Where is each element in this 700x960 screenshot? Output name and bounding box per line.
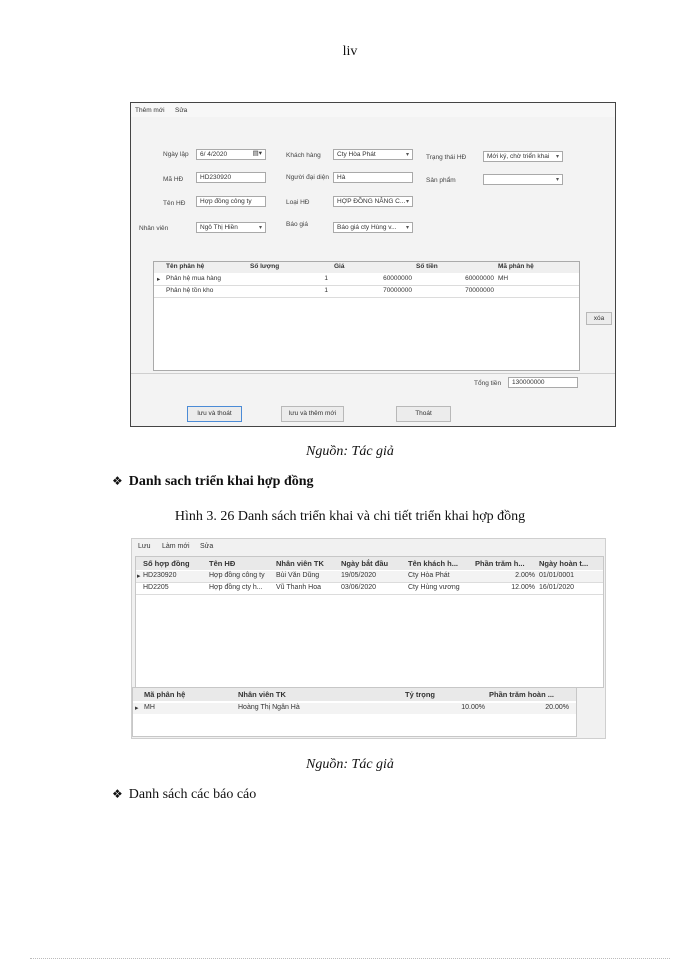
label-loai-hd: Loại HĐ — [286, 199, 310, 206]
cell[interactable]: Vũ Thanh Hoa — [276, 584, 322, 591]
table-header — [136, 557, 603, 570]
label-ngay-lap: Ngày lập — [163, 151, 189, 158]
col-phan-tram[interactable]: Phần trăm h... — [475, 559, 525, 568]
cell[interactable]: Hoàng Thị Ngân Hà — [238, 704, 300, 711]
quotation-select[interactable]: Báo giá cty Hùng v... ▾ — [333, 222, 413, 233]
cell[interactable]: 60000000 — [383, 275, 412, 282]
label-san-pham: Sản phẩm — [426, 177, 456, 184]
cell[interactable]: 01/01/0001 — [539, 572, 575, 579]
grid-divider — [154, 297, 579, 298]
label-tong-tien: Tổng tiền — [474, 380, 502, 387]
col-ngay-bat-dau[interactable]: Ngày bắt đầu — [341, 559, 389, 568]
col-so-tien[interactable]: Số tiền — [416, 263, 438, 270]
cell[interactable]: 2.00% — [515, 572, 535, 579]
label-khach-hang: Khách hàng — [286, 152, 321, 159]
label-trang-thai: Trạng thái HĐ — [426, 154, 467, 161]
col-nhan-vien-tk[interactable]: Nhân viên TK — [238, 690, 286, 699]
cell[interactable]: 1 — [324, 287, 328, 294]
page-number: liv — [342, 44, 358, 59]
total-input[interactable]: 130000000 — [508, 377, 578, 388]
col-ten-phan-he[interactable]: Tên phân hệ — [166, 263, 205, 270]
representative-input[interactable]: Hà — [333, 172, 413, 183]
cell[interactable]: HD230920 — [143, 572, 177, 579]
cell[interactable]: Phân hệ mua hàng — [166, 275, 221, 282]
cell[interactable]: 70000000 — [383, 287, 412, 294]
save-exit-button[interactable]: lưu và thoát — [187, 406, 242, 422]
date-field[interactable] — [196, 149, 266, 160]
col-gia[interactable]: Giá — [334, 263, 345, 270]
label-ten-hd: Tên HĐ — [163, 200, 186, 207]
exit-button[interactable]: Thoát — [396, 406, 451, 422]
cell[interactable]: Cty Hùng vương — [408, 584, 460, 591]
cell[interactable]: Bùi Văn Dũng — [276, 572, 320, 579]
table-header — [133, 688, 576, 701]
footer-rule — [30, 958, 670, 959]
table-row[interactable] — [133, 703, 576, 714]
menu-luu[interactable]: Lưu — [138, 543, 151, 550]
col-ma-phan-he[interactable]: Mã phân hệ — [498, 263, 534, 270]
deployment-list-screenshot — [131, 538, 606, 739]
row-pointer-icon: ▸ — [135, 705, 139, 712]
cell[interactable]: 20.00% — [545, 704, 569, 711]
status-select[interactable]: Mới ký, chờ triển khai ▾ — [483, 151, 563, 162]
diamond-bullet-icon: ❖ — [112, 787, 123, 801]
label-nhan-vien: Nhân viên — [139, 225, 169, 232]
col-so-luong[interactable]: Số lượng — [250, 263, 280, 270]
contract-name-input[interactable]: Hợp đồng công ty — [196, 196, 266, 207]
grid-header — [154, 262, 579, 273]
contract-form-screenshot — [130, 102, 616, 427]
section-heading-deployment — [112, 474, 314, 490]
row-pointer-icon: ▸ — [157, 276, 161, 283]
module-grid — [153, 261, 580, 371]
cell[interactable]: 12.00% — [511, 584, 535, 591]
customer-select[interactable]: Cty Hòa Phát ▾ — [333, 149, 413, 160]
date-value: 6/ 4/2020 — [200, 151, 228, 158]
label-bao-gia: Báo giá — [286, 221, 309, 228]
menu-sua[interactable]: Sửa — [200, 543, 214, 550]
col-ten-khach-hang[interactable]: Tên khách h... — [408, 559, 459, 568]
col-ngay-hoan-thanh[interactable]: Ngày hoàn t... — [539, 559, 589, 568]
row-pointer-icon: ▸ — [137, 573, 141, 580]
caption-source-1: Nguồn: Tác giả — [306, 444, 394, 459]
cell[interactable]: MH — [498, 275, 509, 282]
contracts-table — [135, 556, 604, 688]
label-nguoi-dai-dien: Người đại diện — [286, 174, 329, 181]
cell[interactable]: 19/05/2020 — [341, 572, 377, 579]
grid-divider — [136, 594, 603, 595]
cell[interactable]: Hợp đồng cty h... — [209, 584, 263, 591]
cell[interactable]: 16/01/2020 — [539, 584, 575, 591]
employee-select[interactable]: Ngô Thị Hiền ▾ — [196, 222, 266, 233]
cell[interactable]: Hợp đồng công ty — [209, 572, 265, 579]
calendar-icon[interactable]: ▤▾ — [252, 150, 262, 157]
col-ten-hd[interactable]: Tên HĐ — [209, 559, 236, 568]
table-row[interactable] — [154, 274, 579, 285]
menu-sua[interactable]: Sửa — [175, 107, 188, 114]
table-row[interactable] — [136, 583, 603, 594]
table-row[interactable] — [154, 286, 579, 297]
cell[interactable]: MH — [144, 704, 155, 711]
label-ma-hd: Mã HĐ — [163, 176, 184, 183]
caption-source-2: Nguồn: Tác giả — [306, 757, 394, 772]
menu-them-moi[interactable]: Thêm mới — [135, 107, 165, 114]
col-so-hop-dong[interactable]: Số hợp đồng — [143, 559, 190, 568]
col-nhan-vien-tk[interactable]: Nhân viên TK — [276, 559, 324, 568]
form-menubar — [131, 103, 615, 117]
cell[interactable]: 03/06/2020 — [341, 584, 377, 591]
contract-code-input[interactable]: HD230920 — [196, 172, 266, 183]
col-ty-trong[interactable]: Tỷ trọng — [405, 690, 435, 699]
col-ma-phan-he[interactable]: Mã phân hệ — [144, 690, 186, 699]
heading-text: Danh sach triển khai hợp đồng — [128, 474, 314, 489]
cell[interactable]: Phân hệ tồn kho — [166, 287, 214, 294]
section-heading-reports — [112, 787, 256, 803]
delete-button[interactable]: xóa — [586, 312, 612, 325]
menu-lam-moi[interactable]: Làm mới — [162, 543, 190, 550]
cell[interactable]: HD2205 — [143, 584, 169, 591]
contract-type-select[interactable]: HỢP ĐỒNG NÂNG C... ▾ — [333, 196, 413, 207]
save-new-button[interactable]: lưu và thêm mới — [281, 406, 344, 422]
heading-text: Danh sách các báo cáo — [128, 787, 257, 802]
diamond-bullet-icon: ❖ — [112, 474, 123, 488]
divider — [131, 373, 615, 374]
figure-title: Hình 3. 26 Danh sách triển khai và chi tiết triển khai hợp đồng — [174, 509, 526, 524]
cell[interactable]: 1 — [324, 275, 328, 282]
details-table — [132, 687, 577, 737]
cell[interactable]: 70000000 — [465, 287, 494, 294]
cell[interactable]: 60000000 — [465, 275, 494, 282]
col-phan-tram-hoan[interactable]: Phần trăm hoàn ... — [489, 690, 555, 699]
cell[interactable]: 10.00% — [461, 704, 485, 711]
product-select[interactable] — [483, 174, 563, 185]
cell[interactable]: Cty Hòa Phát — [408, 572, 450, 579]
table-row[interactable] — [136, 571, 603, 582]
